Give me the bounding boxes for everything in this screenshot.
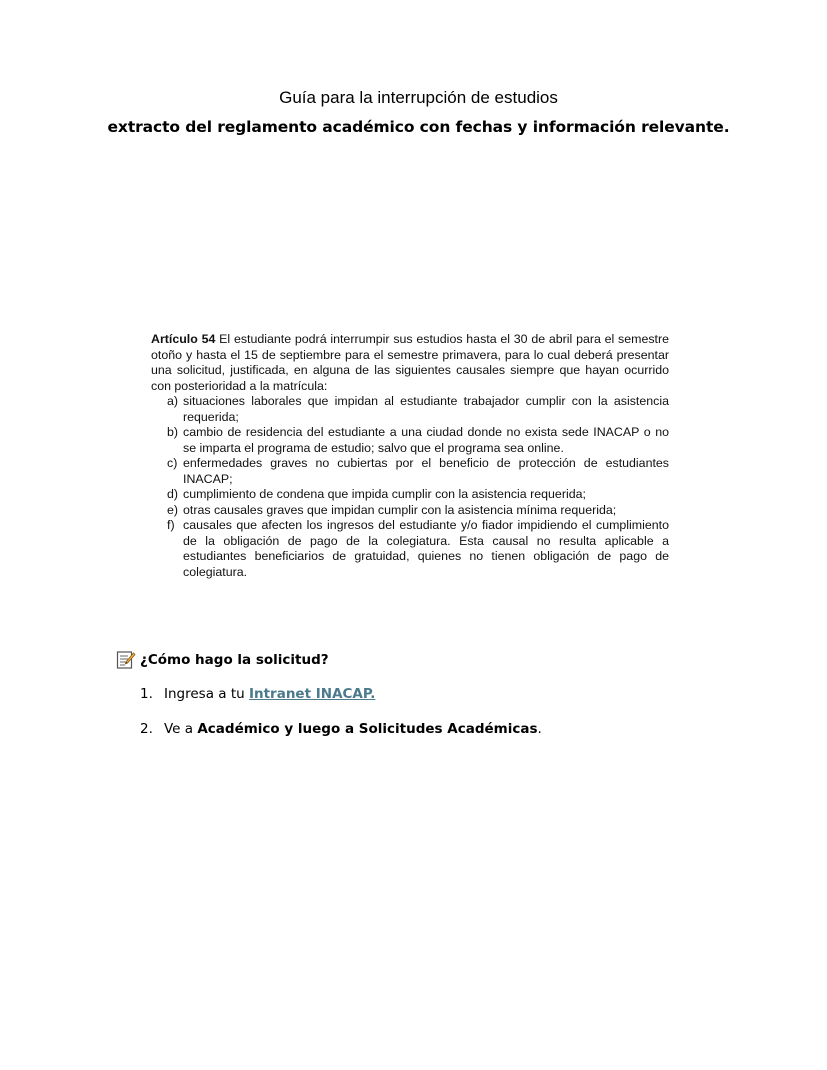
memo-icon: [116, 650, 136, 670]
solicitud-heading: [116, 650, 329, 670]
step-number: 1.: [140, 686, 153, 702]
cause-letter: c): [167, 456, 178, 470]
document-subtitle: extracto del reglamento académico con fechas y información relevante.: [107, 118, 730, 136]
step-text: Ve a: [164, 721, 198, 737]
step-text: Ingresa a tu: [164, 686, 249, 702]
cause-text: situaciones laborales que impidan al estudiante trabajador cumplir con la asistencia requerida;: [183, 394, 669, 424]
step-number: 2.: [140, 721, 153, 737]
cause-text: otras causales graves que impidan cumplir con la asistencia mínima requerida;: [183, 502, 617, 517]
cause-text: enfermedades graves no cubiertas por el beneficio de protección de estudiantes INACAP;: [183, 456, 669, 486]
cause-item: [151, 456, 669, 487]
step-bold-text: Académico y luego a Solicitudes Académicas: [197, 721, 538, 737]
cause-letter: f): [167, 518, 175, 532]
cause-item: [151, 518, 669, 580]
article-intro: [151, 332, 669, 394]
cause-letter: e): [167, 502, 179, 517]
causes-list: [151, 394, 669, 580]
cause-item: [151, 487, 669, 503]
cause-letter: a): [167, 394, 179, 408]
cause-letter: d): [167, 487, 179, 501]
cause-text: cambio de residencia del estudiante a una ciudad donde no exista sede INACAP o no se imparta el programa de estudio; salvo que el programa sea online.: [183, 425, 669, 455]
step-suffix: .: [537, 721, 542, 737]
document-title: Guía para la interrupción de estudios: [279, 88, 558, 107]
article-label: Artículo 54: [151, 332, 216, 346]
cause-item: [151, 394, 669, 425]
steps-list: [138, 684, 542, 754]
cause-item: [151, 503, 669, 519]
cause-text: causales que afecten los ingresos del estudiante y/o fiador impidiendo el cumplimiento de la obligación de pago de la colegiatura. Esta causal no resulta aplicable a estudiantes beneficiarios de gratuidad, quienes no tienen obligación de pago de colegiatura.: [183, 518, 669, 579]
article-excerpt: [151, 332, 669, 580]
cause-letter: b): [167, 425, 179, 439]
article-intro-text: El estudiante podrá interrumpir sus estudios hasta el 30 de abril para el semestre otoño y hasta el 15 de septiembre para el semestre primavera, para lo cual deberá presentar una solicitud, justificada, en alguna de las siguientes causales siempre que hayan ocurrido con posterioridad a la matrícula:: [151, 332, 669, 393]
solicitud-heading-text: ¿Cómo hago la solicitud?: [140, 652, 329, 668]
step-item: [138, 719, 542, 739]
cause-item: [151, 425, 669, 456]
cause-text: cumplimiento de condena que impida cumplir con la asistencia requerida;: [183, 487, 586, 501]
step-item: [138, 684, 542, 704]
intranet-link[interactable]: Intranet INACAP.: [248, 686, 376, 702]
